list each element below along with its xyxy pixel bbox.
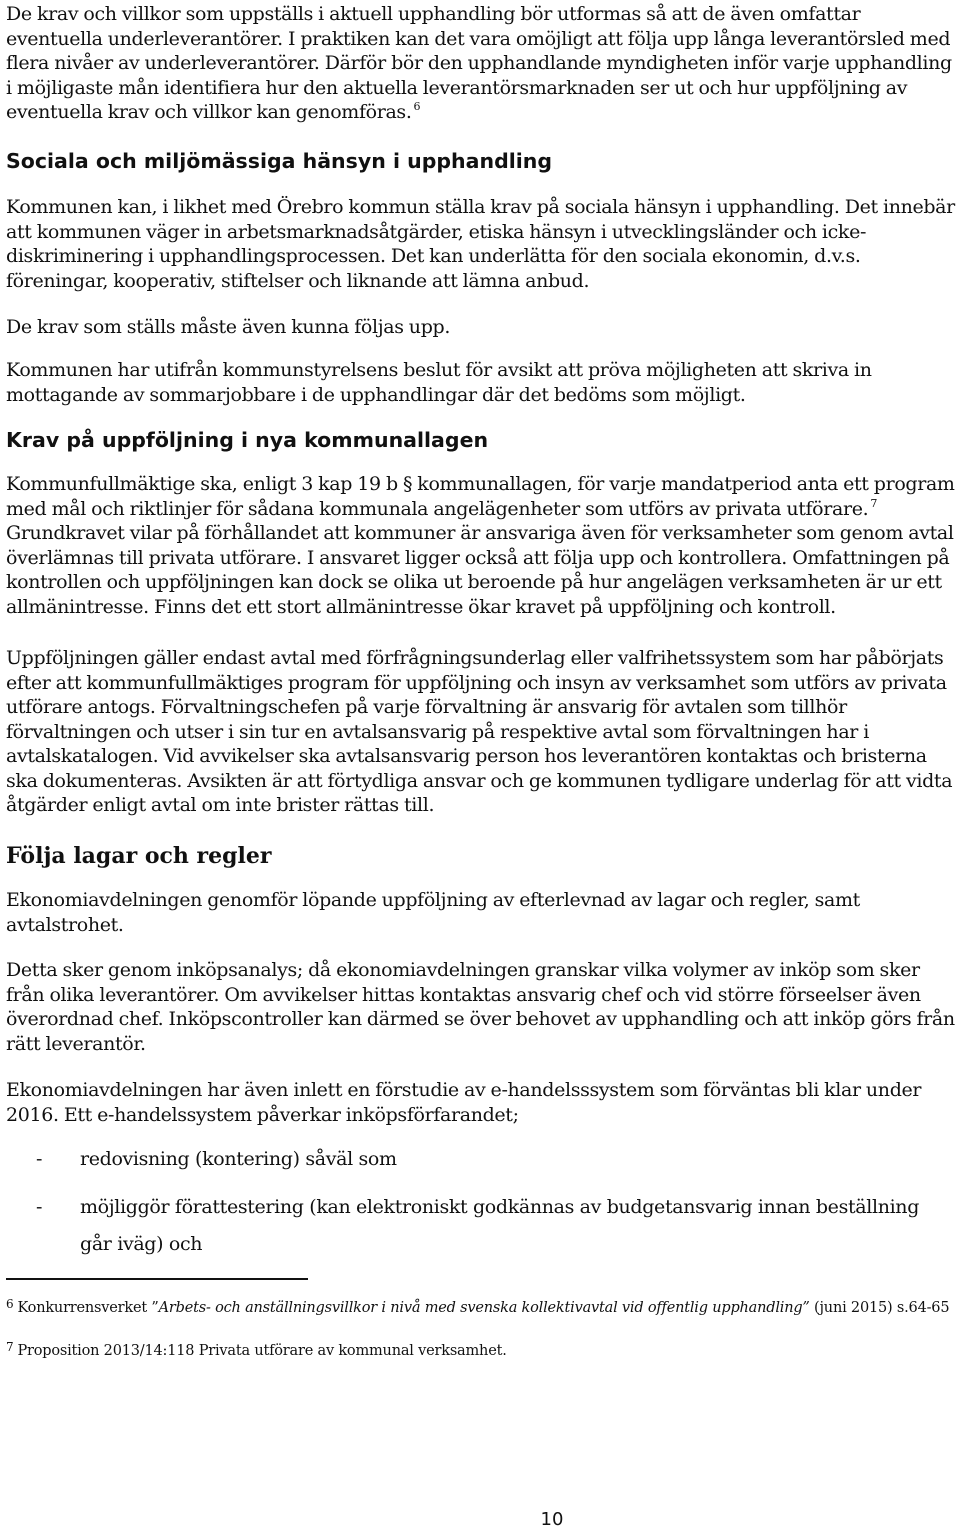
footnote-ref-7[interactable]: 7: [870, 496, 877, 510]
list-item-text: redovisning (kontering) såväl som: [80, 1148, 397, 1170]
intro-paragraph: De krav och villkor som uppställs i aktuell upphandling bör utformas så att de även omfattar eventuella underleverantörer. I praktiken kan det vara omöjligt att följa upp långa leverantörsled med flera nivåer av underleverantörer. Därför bör den upphandlande myndigheten inför varje upphandling i möjligaste mån identifiera hur den aktuella leverantörsmarknaden ser ut och hur uppföljning av eventuella krav och villkor kan genomföras. $^6$: [6, 3, 952, 123]
lagar-paragraph-1: Ekonomiavdelningen genomför löpande uppföljning av efterlevnad av lagar och regler, samt avtalstrohet.: [6, 889, 860, 936]
lagar-paragraph-2: Detta sker genom inköpsanalys; då ekonomiavdelningen granskar vilka volymer av inköp som sker från olika leverantörer. Om avvikelser hittas kontaktas ansvarig chef och vid större förseelser även överordnad chef. Inköpscontroller kan därmed se över behovet av upphandling och att inköp görs från rätt leverantör.: [6, 959, 955, 1055]
lagar-paragraph-3: Ekonomiavdelningen har även inlett en förstudie av e-handelsssystem som förväntas bli klar under 2016. Ett e-handelssystem påverkar inköpsförfarandet;: [6, 1079, 922, 1126]
footnote-divider: [6, 1278, 308, 1280]
social-paragraph-1: Kommunen kan, i likhet med Örebro kommun ställa krav på sociala hänsyn i upphandling. Det innebär att kommunen väger in arbetsmarknadsåtgärder, etiska hänsyn i utvecklingsländer och icke-diskriminering i upphandlingsprocessen. Det kan underlätta för den sociala ekonomin, d.v.s. föreningar, kooperativ, stiftelser och liknande att lämna anbud.: [6, 196, 955, 292]
page-number: 10: [540, 1509, 564, 1530]
social-paragraph-2: De krav som ställs måste även kunna följas upp.: [6, 316, 451, 338]
footnote-6: $^6$ Konkurrensverket ”Arbets- och anställningsvillkor i nivå med svenska kollektivavtal vid offentlig upphandling” (juni 2015) s.64-65: [6, 1297, 950, 1316]
footnote-7: $^7$ Proposition 2013/14:118 Privata utförare av kommunal verksamhet.: [6, 1340, 507, 1359]
list-item-text: möjliggör förattestering (kan elektroniskt godkännas av budgetansvarig innan beställning går iväg) och: [80, 1196, 920, 1255]
footnote-ref-6[interactable]: 6: [413, 100, 421, 113]
list-dash: -: [36, 1196, 43, 1218]
heading-social: Sociala och miljömässiga hänsyn i upphandling: [6, 149, 553, 173]
list-dash: -: [36, 1148, 43, 1170]
krav-paragraph-1: Kommunfullmäktige ska, enligt 3 kap 19 b § kommunallagen, för varje mandatperiod anta ett program med mål och riktlinjer för sådana kommunala angelägenheter som utförs av privata utförare. $^7$ Grundkravet vilar på förhållandet att kommuner är ansvariga även för verksamheter som genom avtal överlämnas till privata utförare. I ansvaret ligger också att följa upp och kontrollera. Omfattningen på kontrollen och uppföljningen kan dock se olika ut beroende på hur angelägen verksamheten är ur ett allmänintresse. Finns det ett stort allmänintresse ökar kravet på uppföljning och kontroll.: [6, 473, 955, 618]
social-paragraph-3: Kommunen har utifrån kommunstyrelsens beslut för avsikt att pröva möjligheten att skriva in mottagande av sommarjobbare i de upphandlingar där det bedöms som möjligt.: [6, 359, 872, 406]
krav-paragraph-2: Uppföljningen gäller endast avtal med förfrågningsunderlag eller valfrihetssystem som har påbörjats efter att kommunfullmäktiges program för uppföljning och insyn av verksamhet som utförs av privata utförare antogs. Förvaltningschefen på varje förvaltning är ansvarig för avtalen som tillhör förvaltningen och utser i sin tur en avtalsansvarig på respektive avtal som förvaltningen har i avtalskatalogen. Vid avvikelser ska avtalsansvarig person hos leverantören kontaktas och bristerna ska dokumenteras. Avsikten är att förtydliga ansvar och ge kommunen tydligare underlag för att vidta åtgärder enligt avtal om inte brister rättas till.: [6, 647, 953, 816]
heading-lagar: Följa lagar och regler: [6, 843, 272, 869]
heading-krav: Krav på uppföljning i nya kommunallagen: [6, 428, 489, 452]
